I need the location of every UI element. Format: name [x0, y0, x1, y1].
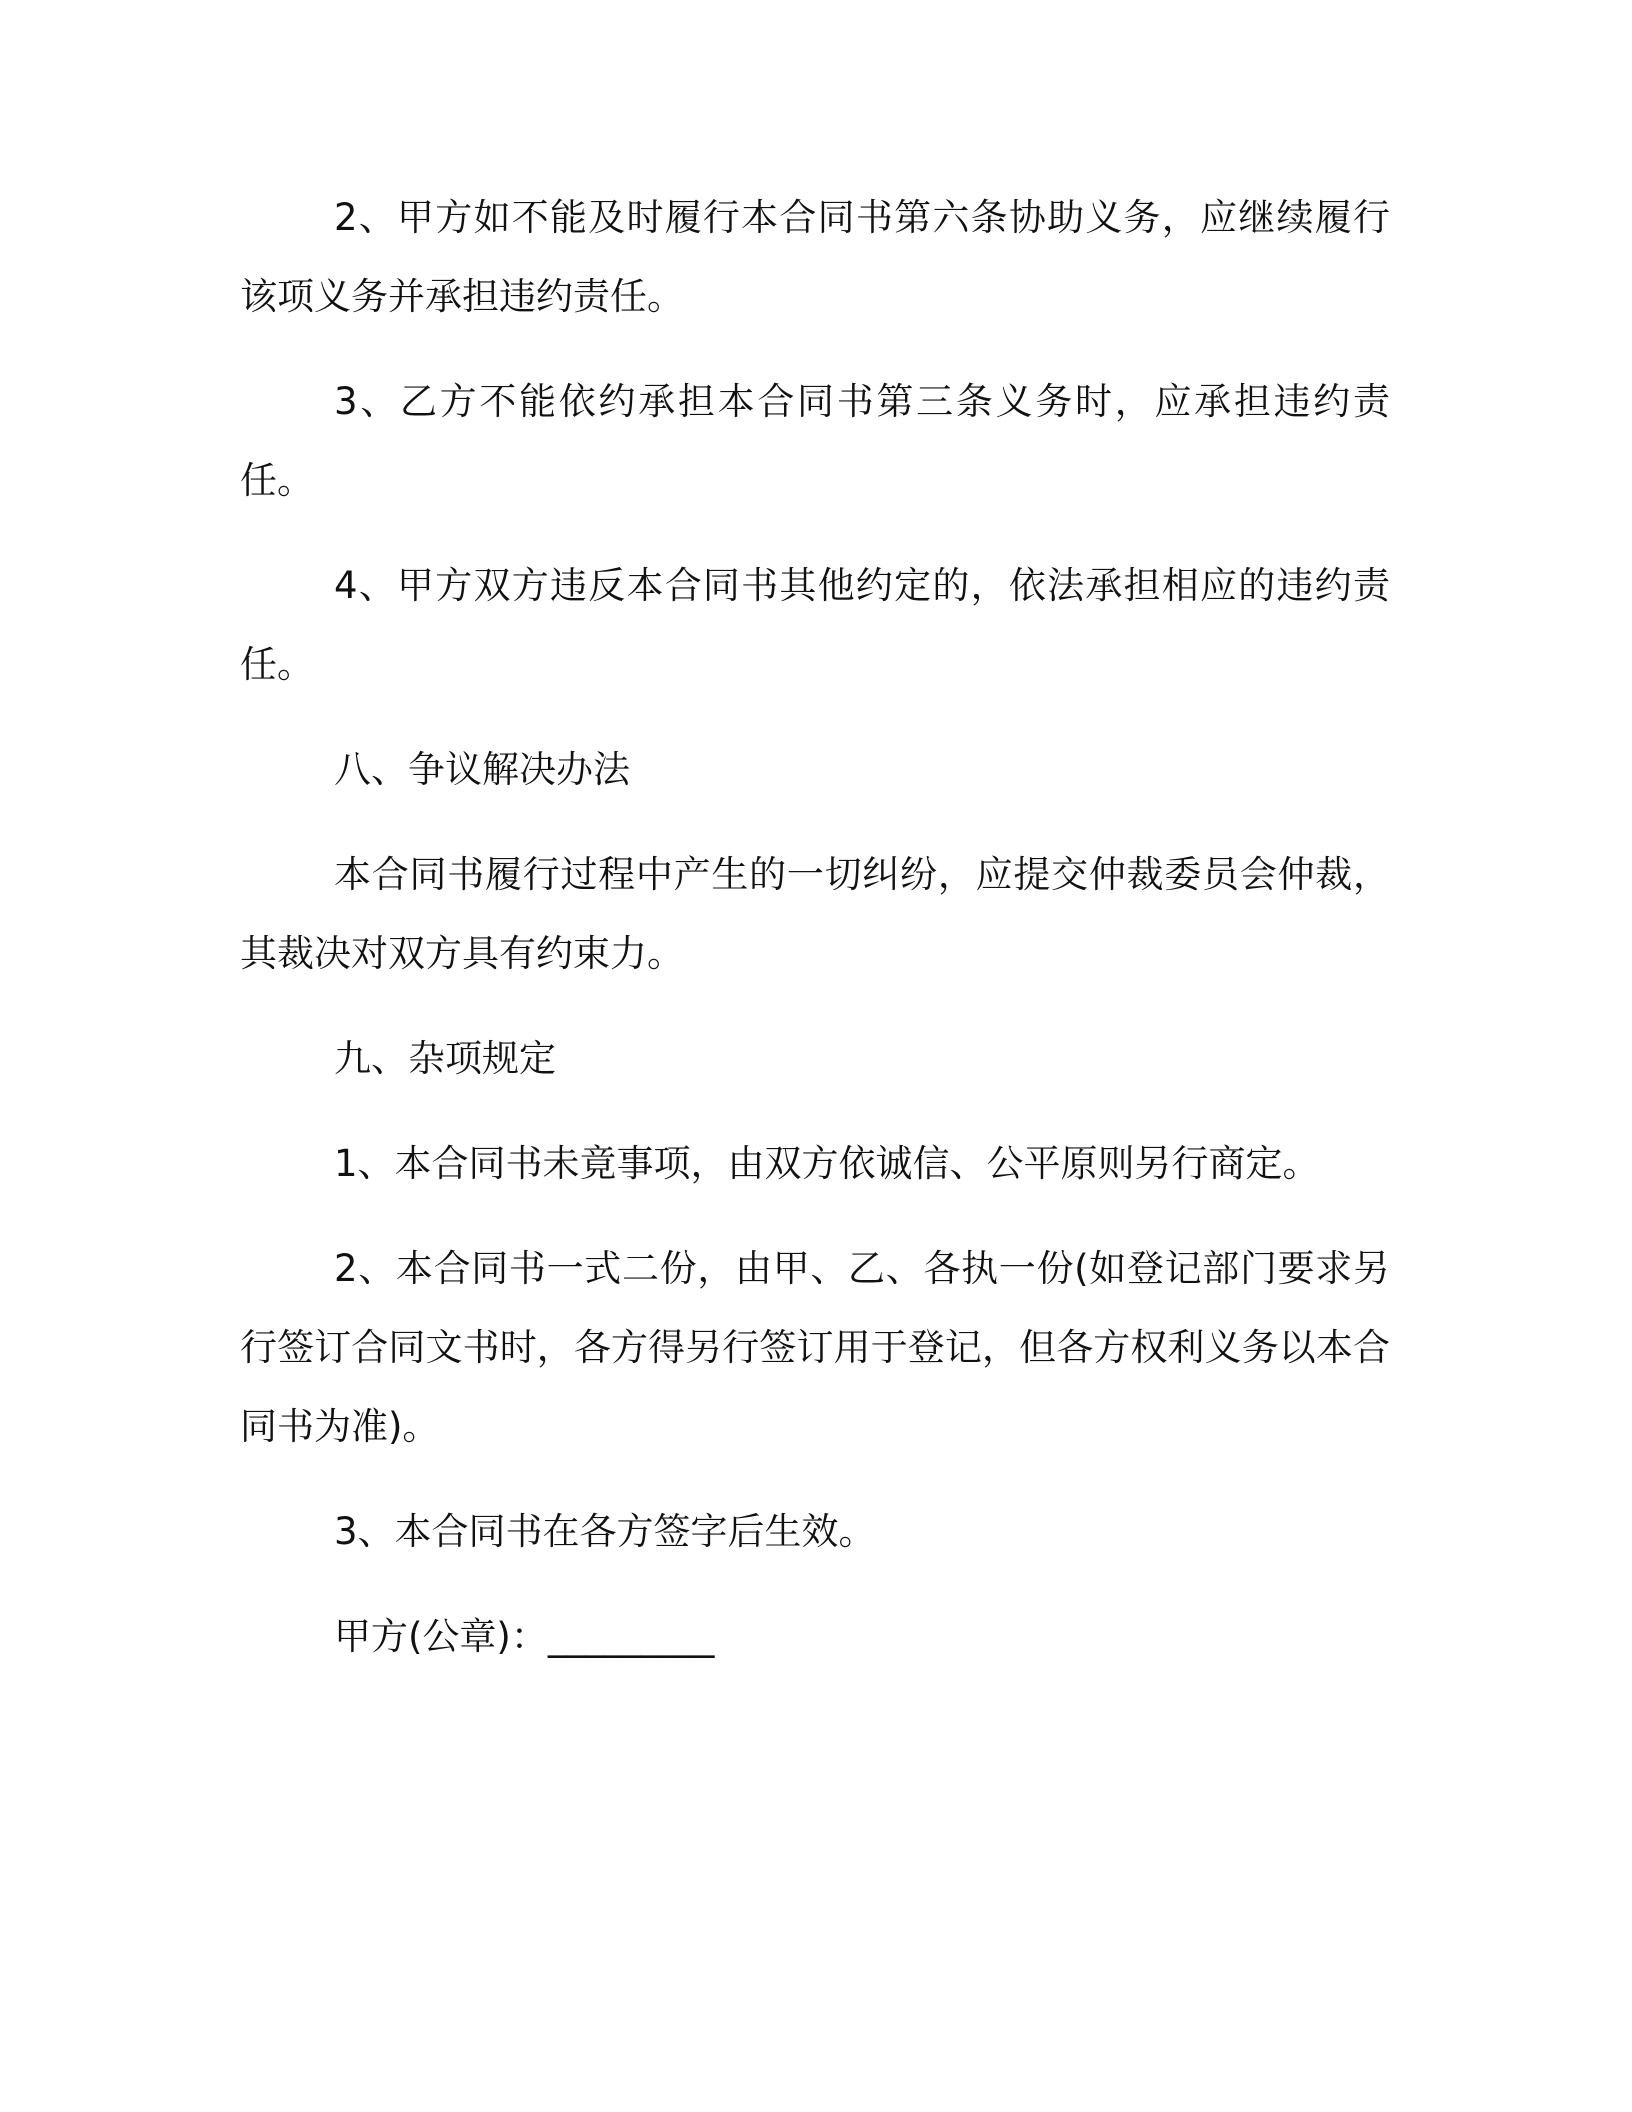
document-body — [240, 178, 1390, 1676]
misc-item-2: 2、本合同书一式二份，由甲、乙、各执一份(如登记部门要求另行签订合同文书时，各方得另行签订用于登记，但各方权利义务以本合同书为准)。 — [240, 1247, 1390, 1448]
section-heading-dispute-resolution: 八、争议解决办法 — [334, 748, 630, 791]
section-heading-miscellaneous: 九、杂项规定 — [334, 1037, 556, 1080]
party-a-seal-signature-line: 甲方(公章)：_________ — [334, 1615, 715, 1658]
misc-item-3: 3、本合同书在各方签字后生效。 — [334, 1510, 876, 1553]
misc-item-1: 1、本合同书未竟事项，由双方依诚信、公平原则另行商定。 — [334, 1142, 1320, 1185]
clause-paragraph-2: 2、甲方如不能及时履行本合同书第六条协助义务，应继续履行该项义务并承担违约责任。 — [240, 196, 1390, 318]
clause-paragraph-4: 4、甲方双方违反本合同书其他约定的，依法承担相应的违约责任。 — [240, 564, 1390, 686]
dispute-resolution-paragraph: 本合同书履行过程中产生的一切纠纷，应提交仲裁委员会仲裁，其裁决对双方具有约束力。 — [240, 853, 1390, 975]
clause-paragraph-3: 3、乙方不能依约承担本合同书第三条义务时，应承担违约责任。 — [240, 380, 1390, 502]
